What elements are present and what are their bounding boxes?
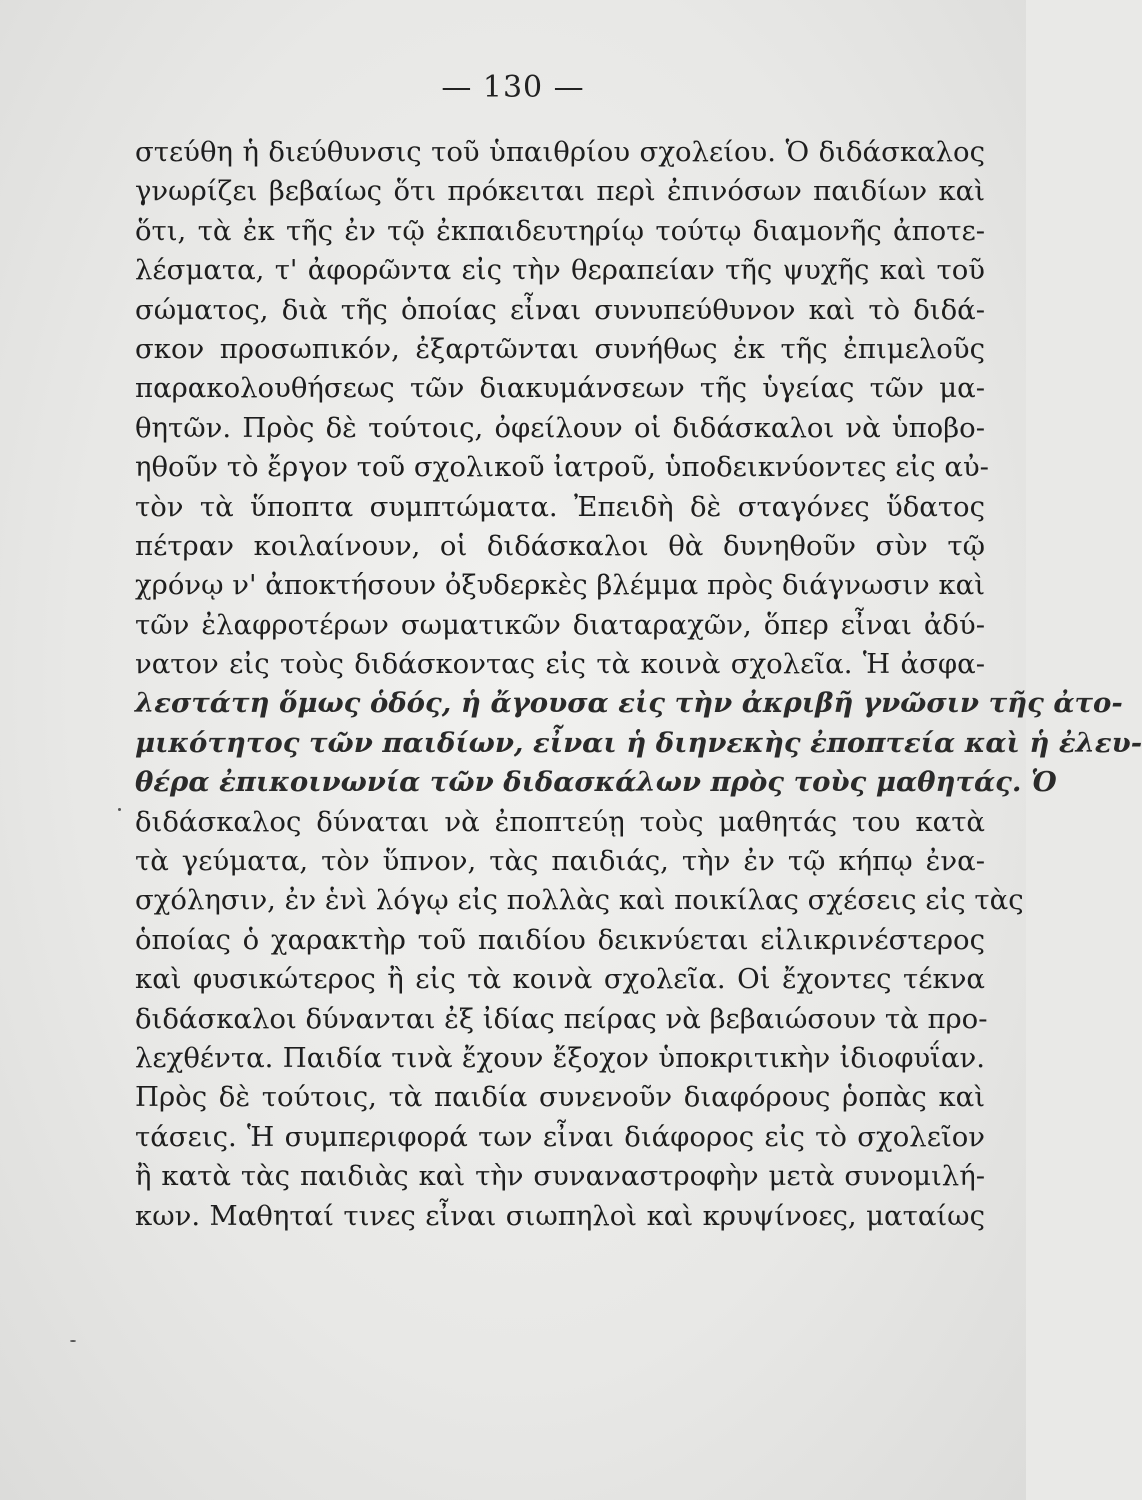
body-text <box>135 133 1142 1236</box>
text-line: τὸν τὰ ὕποπτα συμπτώματα. Ἐπειδὴ δὲ σταγόνες ὕδατος <box>135 490 985 523</box>
text-line: διδάσκαλοι δύνανται ἐξ ἰδίας πείρας νὰ βεβαιώσουν τὰ προ- <box>135 1002 988 1035</box>
text-line: πέτραν κοιλαίνουν, οἱ διδάσκαλοι θὰ δυνηθοῦν σὺν τῷ <box>135 529 985 562</box>
emphasis-line: θέρα ἐπικοινωνία τῶν διδασκάλων πρὸς τοὺς μαθητάς. Ὁ <box>135 766 1057 799</box>
text-line: τῶν ἐλαφροτέρων σωματικῶν διαταραχῶν, ὅπερ εἶναι ἀδύ- <box>135 608 985 641</box>
text-line: ἢ κατὰ τὰς παιδιὰς καὶ τὴν συναναστροφὴν μετὰ συνομιλή- <box>135 1160 985 1193</box>
text-line: τὰ γεύματα, τὸν ὕπνον, τὰς παιδιάς, τὴν ἐν τῷ κήπῳ ἐνα- <box>135 845 985 878</box>
text-line: διδάσκαλος δύναται νὰ ἐποπτεύῃ τοὺς μαθητάς του κατὰ <box>135 805 985 838</box>
text-line: σκον προσωπικόν, ἐξαρτῶνται συνήθως ἐκ τῆς ἐπιμελοῦς <box>135 332 985 365</box>
text-line: παρακολουθήσεως τῶν διακυμάνσεων τῆς ὑγείας τῶν μα- <box>135 372 985 405</box>
text-line: θητῶν. Πρὸς δὲ τούτοις, ὀφείλουν οἱ διδάσκαλοι νὰ ὑποβο- <box>135 411 985 444</box>
emphasis-line: μικότητος τῶν παιδίων, εἶναι ἡ διηνεκὴς ἐποπτεία καὶ ἡ ἐλευ- <box>135 726 1142 759</box>
text-line: σώματος, διὰ τῆς ὁποίας εἶναι συνυπεύθυνον καὶ τὸ διδά- <box>135 293 985 326</box>
text-line: ὁποίας ὁ χαρακτὴρ τοῦ παιδίου δεικνύεται εἰλικρινέστερος <box>135 923 985 956</box>
text-line: στεύθη ἡ διεύθυνσις τοῦ ὑπαιθρίου σχολείου. Ὁ διδάσκαλος <box>135 136 985 168</box>
ink-speck <box>118 808 121 811</box>
text-line: λέσματα, τ' ἀφορῶντα εἰς τὴν θεραπείαν τῆς ψυχῆς καὶ τοῦ <box>135 254 985 287</box>
text-line: κων. Μαθηταί τινες εἶναι σιωπηλοὶ καὶ κρυψίνοες, ματαίως <box>135 1199 985 1232</box>
text-line: Πρὸς δὲ τούτοις, τὰ παιδία συνενοῦν διαφόρους ῥοπὰς καὶ <box>135 1081 985 1114</box>
text-line: ηθοῦν τὸ ἔργον τοῦ σχολικοῦ ἰατροῦ, ὑποδεικνύοντες εἰς αὐ- <box>135 451 989 484</box>
text-line: γνωρίζει βεβαίως ὅτι πρόκειται περὶ ἐπινόσων παιδίων καὶ <box>135 175 985 208</box>
page-number: — 130 — <box>441 70 585 105</box>
text-line: σχόλησιν, ἐν ἑνὶ λόγῳ εἰς πολλὰς καὶ ποικίλας σχέσεις εἰς τὰς <box>135 884 1024 917</box>
text-line: νατον εἰς τοὺς διδάσκοντας εἰς τὰ κοινὰ σχολεῖα. Ἡ ἀσφα- <box>135 648 985 681</box>
text-line: χρόνῳ ν' ἀποκτήσουν ὀξυδερκὲς βλέμμα πρὸς διάγνωσιν καὶ <box>135 569 985 602</box>
text-line: τάσεις. Ἡ συμπεριφορά των εἶναι διάφορος εἰς τὸ σχολεῖον <box>135 1120 985 1153</box>
ink-speck <box>70 1340 76 1342</box>
text-line: λεχθέντα. Παιδία τινὰ ἔχουν ἔξοχον ὑποκριτικὴν ἰδιοφυΐαν. <box>135 1041 985 1074</box>
text-line: ὅτι, τὰ ἐκ τῆς ἐν τῷ ἐκπαιδευτηρίῳ τούτῳ διαμονῆς ἀποτε- <box>135 214 985 247</box>
emphasis-line: λεστάτη ὅμως ὁδός, ἡ ἄγουσα εἰς τὴν ἀκριβῆ γνῶσιν τῆς ἀτο- <box>135 687 1123 720</box>
text-line: καὶ φυσικώτερος ἢ εἰς τὰ κοινὰ σχολεῖα. Οἱ ἔχοντες τέκνα <box>135 963 985 996</box>
